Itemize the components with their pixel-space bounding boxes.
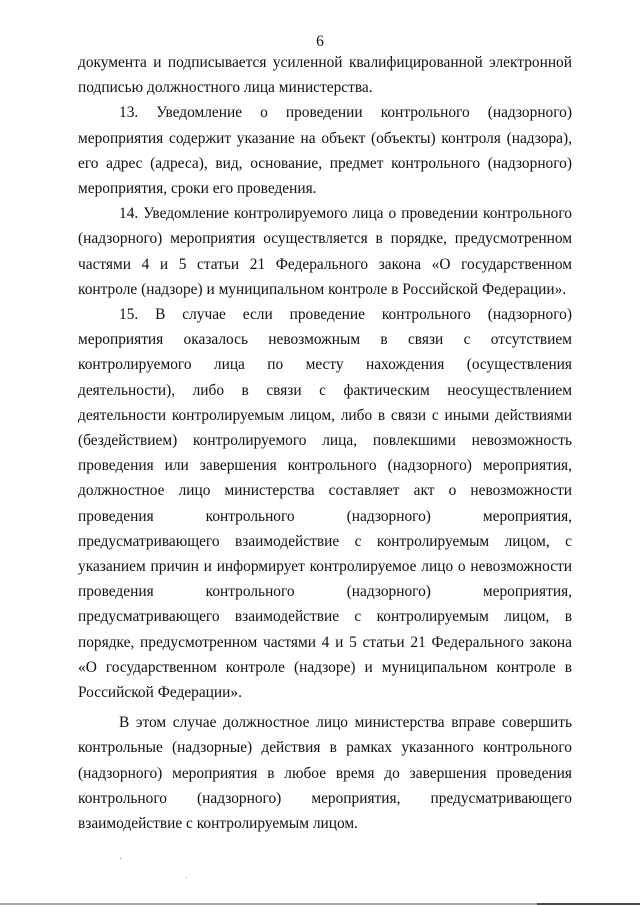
paragraph-continuation: документа и подписывается усиленной квалифицированной электронной подписью должностного лица министерства.	[78, 54, 572, 97]
scan-speck	[120, 858, 121, 859]
page-number: 6	[316, 33, 324, 50]
paragraph-item-14: 14. Уведомление контролируемого лица о проведении контрольного (надзорного) мероприятия осуществляется в порядке, предусмотренном частями 4 и 5 статьи 21 Федерального закона «О государственном контроле (надзоре) и муниципальном контроле в Российской Федерации».	[78, 205, 572, 298]
scan-speck	[186, 877, 187, 878]
paragraph-item-13: 13. Уведомление о проведении контрольного (надзорного) мероприятия содержит указание на объект (объекты) контроля (надзора), его адрес (адреса), вид, основание, предмет контрольного (надзорного) мероприятия, сроки его проведения.	[78, 104, 572, 198]
document-body	[78, 50, 572, 836]
paragraph-item-15-continuation: В этом случае должностное лицо министерства вправе совершить контрольные (надзорные) действия в рамках указанного контрольного (надзорного) мероприятия в любое время до завершения проведения контрольного (надзорного) мероприятия, предусматривающего взаимодействие с контролируемым лицом.	[78, 714, 572, 833]
paragraph-item-15: 15. В случае если проведение контрольного (надзорного) мероприятия оказалось невозможным в связи с отсутствием контролируемого лица по месту нахождения (осуществления деятельности), либо в связи с фактическим неосуществлением деятельности контролируемым лицом, либо в связи с иными действиями (бездействием) контролируемого лица, повлекшими невозможность проведения или завершения контрольного (надзорного) мероприятия, должностное лицо министерства составляет акт о невозможности проведения контрольного (надзорного) мероприятия, предусматривающего взаимодействие с контролируемым лицом, с указанием причин и информирует контролируемое лицо о невозможности проведения контрольного (надзорного) мероприятия, предусматривающего взаимодействие с контролируемым лицом, в порядке, предусмотренном частями 4 и 5 статьи 21 Федерального закона «О государственном контроле (надзоре) и муниципальном контроле в Российской Федерации».	[78, 306, 572, 702]
